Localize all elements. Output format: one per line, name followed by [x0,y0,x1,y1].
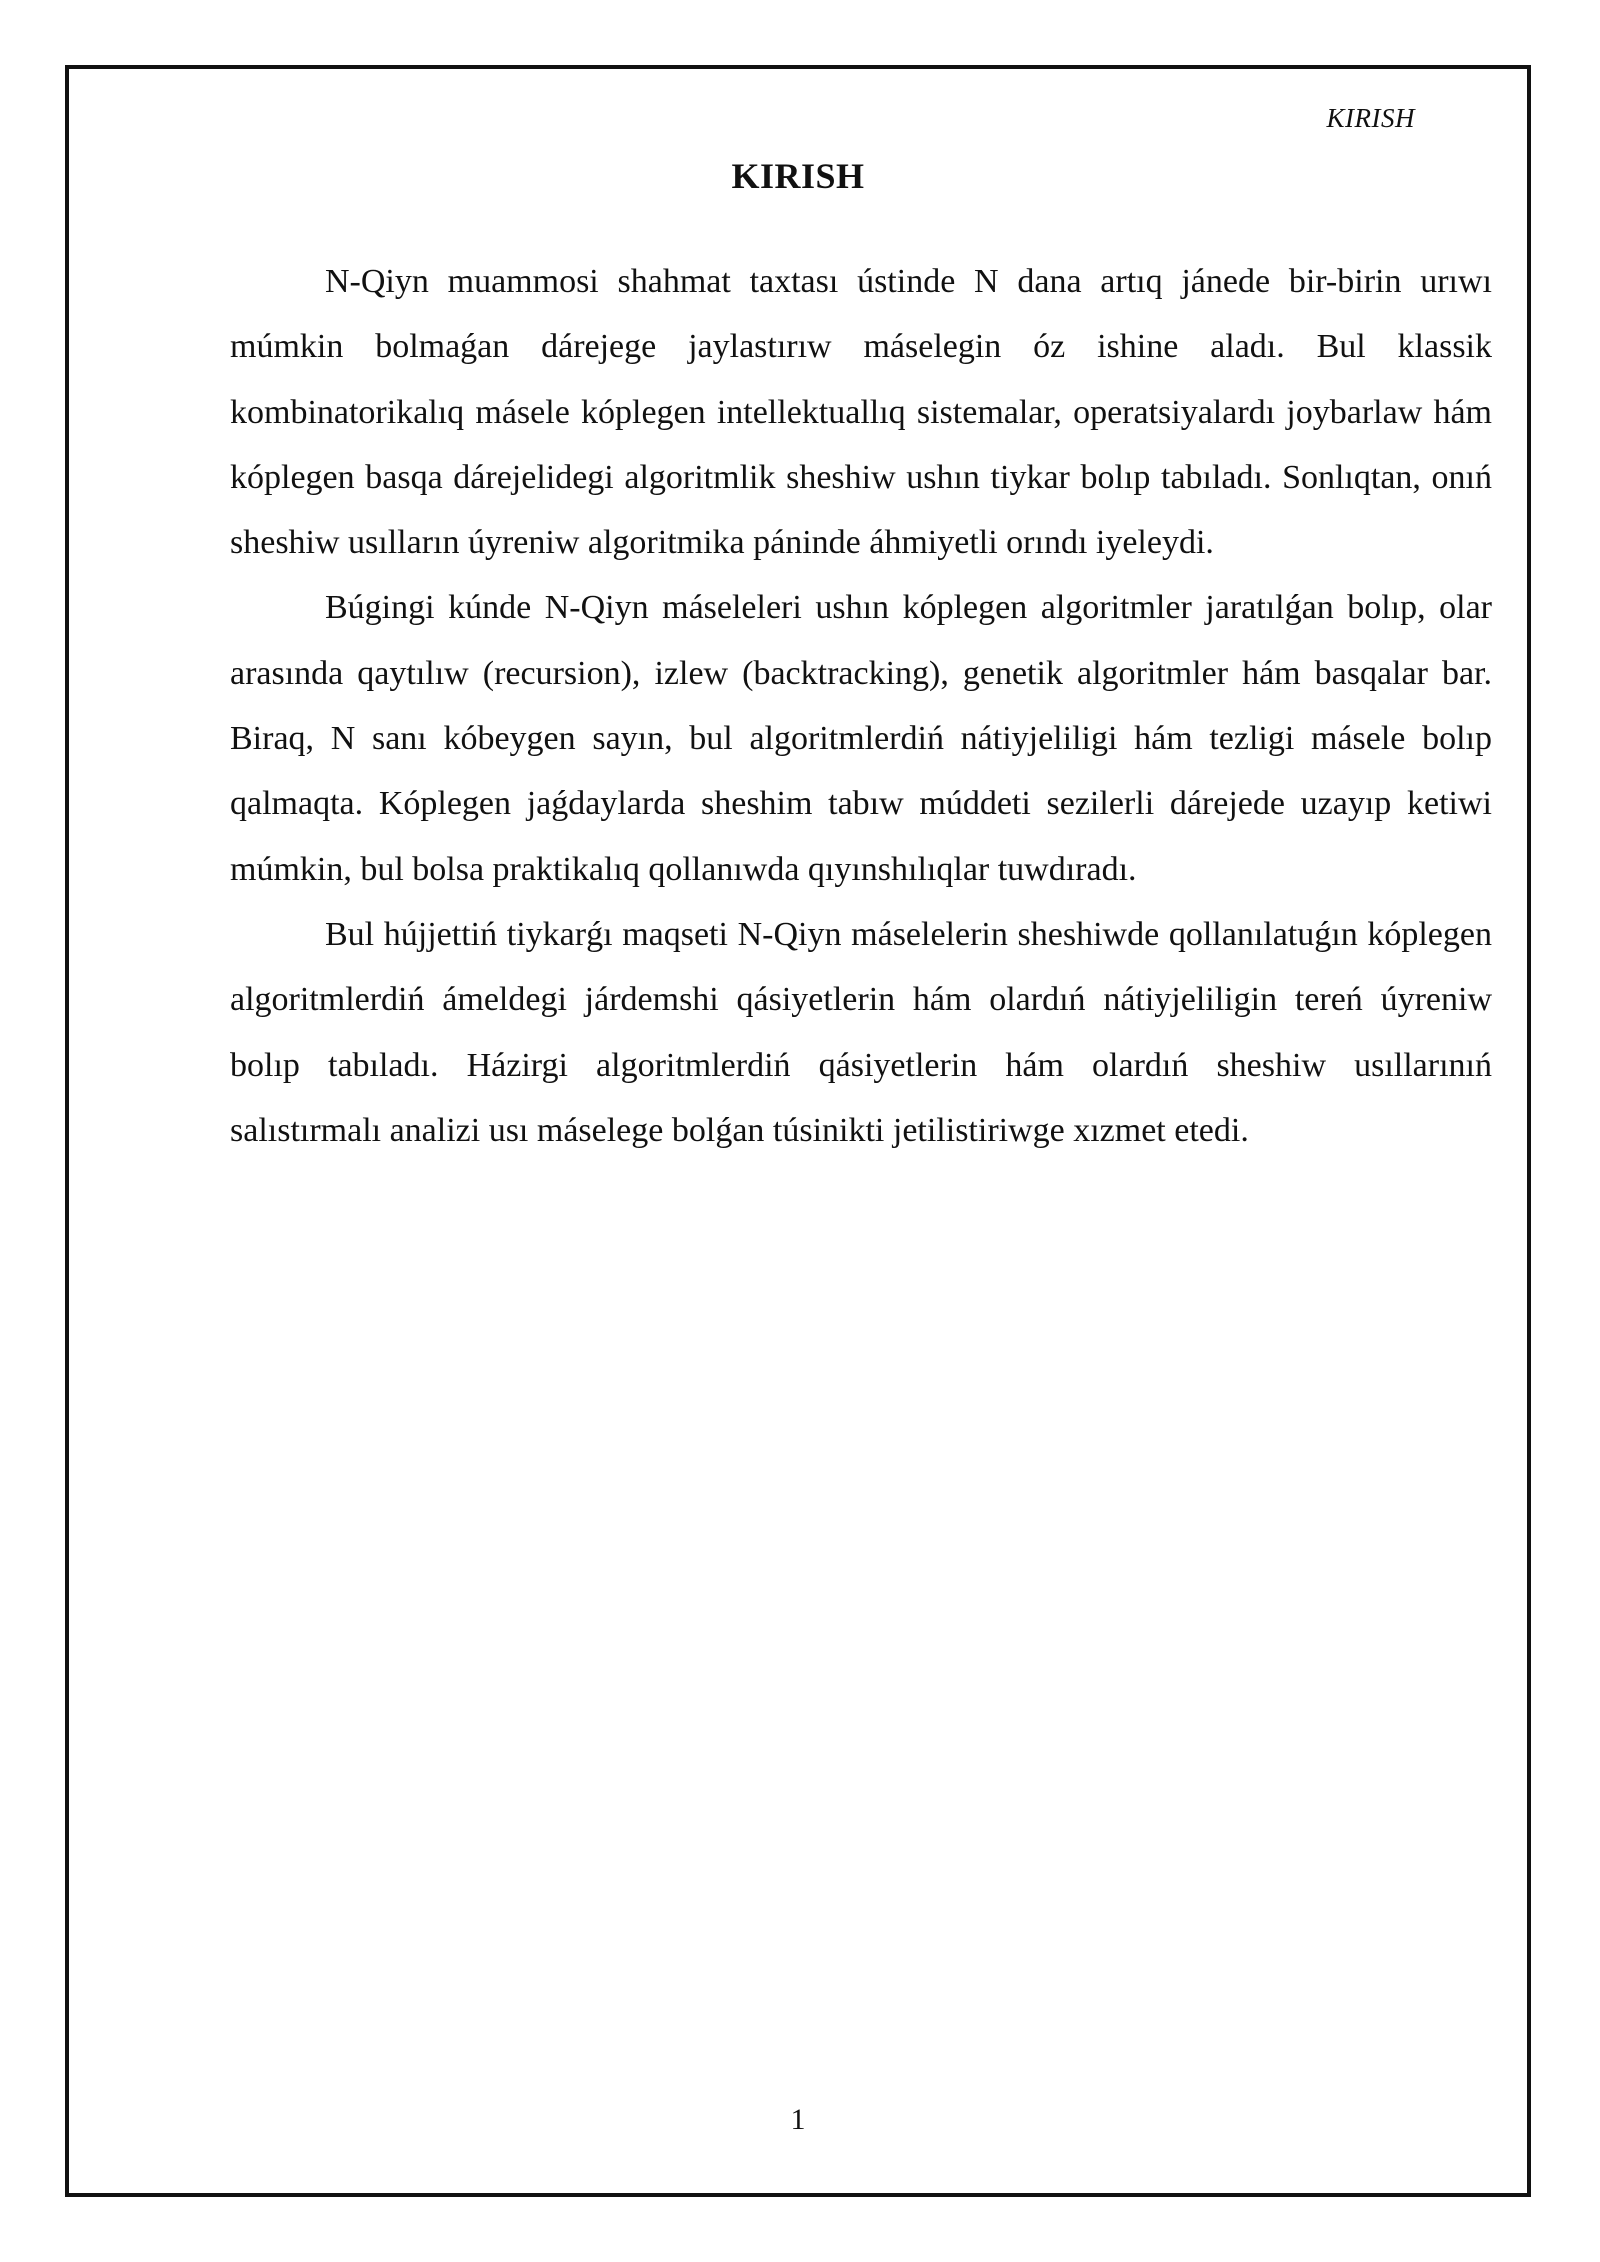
paragraph-3: Bul hújjettiń tiykarǵı maqseti N-Qiyn máselelerin sheshiwde qollanılatuǵın kóplegen algoritmlerdiń ámeldegi járdemshi qásiyetlerin hám olardıń nátiyjeliligin tereń úyreniw bolıp tabıladı. Házirgi algoritmlerdiń qásiyetlerin hám olardıń sheshiw usıllarınıń salıstırmalı analizi usı máselege bolǵan túsinikti jetilistiriwge xızmet etedi. [230,915,1492,1149]
paragraph-2: Búgingi kúnde N-Qiyn máseleleri ushın kóplegen algoritmler jaratılǵan bolıp, olar arasında qaytılıw (recursion), izlew (backtracking), genetik algoritmler hám basqalar bar. Biraq, N sanı kóbeygen sayın, bul algoritmlerdiń nátiyjeliligi hám tezligi másele bolıp qalmaqta. Kóplegen jaǵdaylarda sheshim tabıw múddeti sezilerli dárejede uzayıp ketiwi múmkin, bul bolsa praktikalıq qollanıwda qıyınshılıqlar tuwdıradı. [230,589,1492,888]
page-number: 1 [790,2103,806,2136]
running-header: KIRISH [1326,103,1415,133]
page-frame [65,65,1531,2197]
body-text [230,249,1492,1163]
page-title: KIRISH [731,156,865,196]
paragraph-1: N-Qiyn muammosi shahmat taxtası ústinde N dana artıq jánede bir-birin urıwı múmkin bolmaǵan dárejege jaylastırıw máselegin óz ishine aladı. Bul klassik kombinatorikalıq másele kóplegen intellektuallıq sistemalar, operatsiyalardı joybarlaw hám kóplegen basqa dárejelidegi algoritmlik sheshiw ushın tiykar bolıp tabıladı. Sonlıqtan, onıń sheshiw usılların úyreniw algoritmika páninde áhmiyetli orındı iyeleydi. [230,263,1492,562]
